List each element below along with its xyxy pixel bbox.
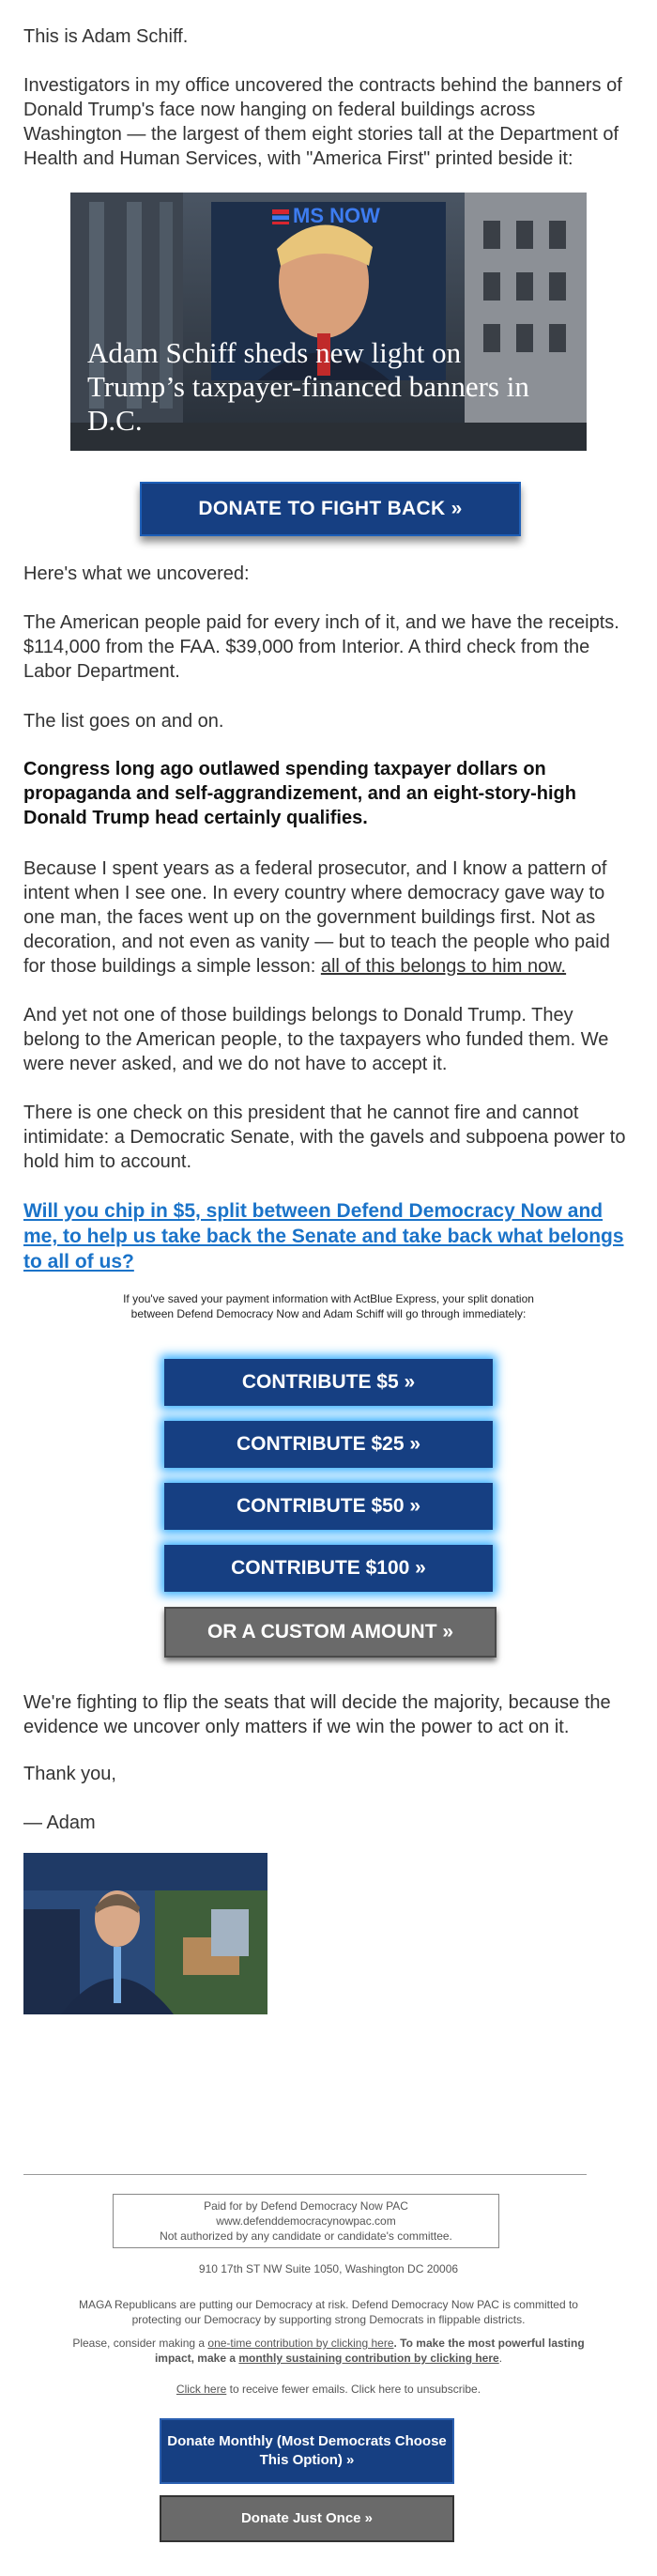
prosecutor-text: Because I spent years as a federal prosecutor, and I know a pattern of intent when I see one. In every country where democracy gave way to one man, the faces went up on the government buildings first. Not as decoration, and not even as vanity — but to teach the people who paid for those buildings a simple lesson: (23, 858, 610, 977)
fewer-text: to receive fewer emails. Click here to unsubscribe. (226, 2383, 481, 2396)
news-logo (272, 204, 380, 228)
fighting-paragraph: We're fighting to flip the seats that will decide the majority, because the evidence we uncover only matters if we win the power to act on it. (23, 1692, 611, 1737)
footer-mission: MAGA Republicans are putting our Democracy at risk. Defend Democracy Now PAC is committed to protecting our Democracy by supporting strong Democrats in flippable districts. (79, 2298, 578, 2326)
fewer-emails-link[interactable]: Click here (176, 2383, 227, 2396)
donate-once-button[interactable]: Donate Just Once » (160, 2495, 454, 2542)
senate-paragraph: There is one check on this president that he cannot fire and cannot intimidate: a Democratic Senate, with the gavels and subpoena power to hold him to account. (23, 1103, 626, 1172)
receipts-paragraph: The American people paid for every inch of it, and we have the receipts. $114,000 from the FAA. $39,000 from Interior. A third check from the Labor Department. (23, 612, 619, 682)
contribute-50-button[interactable]: CONTRIBUTE $50 » (164, 1483, 493, 1530)
one-time-link[interactable]: one-time contribution by clicking here (207, 2337, 394, 2350)
list-paragraph: The list goes on and on. (23, 711, 224, 732)
footer-consider (56, 2336, 601, 2366)
consider-end: . (498, 2352, 503, 2365)
hero-caption: Adam Schiff sheds new light on Trump’s taxpayer-financed banners in D.C. (87, 336, 529, 437)
donate-fight-back-button[interactable]: DONATE TO FIGHT BACK » (140, 482, 521, 536)
paid-for-box (113, 2194, 499, 2248)
consider-lead: Please, consider making a (72, 2337, 208, 2350)
contribute-5-button[interactable]: CONTRIBUTE $5 » (164, 1359, 493, 1406)
paid-by: Paid for by Defend Democracy Now PAC (204, 2199, 408, 2213)
actblue-note: If you've saved your payment information with ActBlue Express, your split donation between Defend Democracy Now and Adam Schiff will go through immediately: (123, 1292, 534, 1320)
portrait-illustration (23, 1853, 267, 2014)
uncovered-intro: Here's what we uncovered: (23, 563, 250, 584)
consider-mid: . To make the most powerful lasting impact, make a (154, 2337, 585, 2365)
signoff: — Adam (23, 1812, 96, 1833)
thank-you: Thank you, (23, 1764, 116, 1784)
not-authorized: Not authorized by any candidate or candidate's committee. (160, 2229, 452, 2243)
footer-website[interactable]: www.defenddemocracynowpac.com (216, 2214, 396, 2228)
intro-paragraph: Investigators in my office uncovered the contracts behind the banners of Donald Trump's face now hanging on federal buildings across Washington — the largest of them eight stories tall at the Department of Health and Human Services, with "America First" printed beside it: (23, 75, 622, 169)
logo-bars-icon (272, 209, 289, 224)
prosecutor-paragraph (23, 856, 634, 979)
greeting: This is Adam Schiff. (23, 26, 189, 47)
chip-in-link[interactable]: Will you chip in $5, split between Defend Democracy Now and me, to help us take back the Senate and take back what belongs to all of us? (23, 1200, 624, 1273)
custom-amount-button[interactable]: OR A CUSTOM AMOUNT » (164, 1607, 497, 1658)
logo-text: MS NOW (293, 204, 380, 227)
footer-fewer (23, 2382, 634, 2397)
donate-monthly-button[interactable]: Donate Monthly (Most Democrats Choose This Option) » (160, 2418, 454, 2484)
monthly-link[interactable]: monthly sustaining contribution by clicking here (238, 2352, 499, 2365)
contribute-25-button[interactable]: CONTRIBUTE $25 » (164, 1421, 493, 1468)
buildings-paragraph: And yet not one of those buildings belongs to Donald Trump. They belong to the American people, to the taxpayers who funded them. We were never asked, and we do not have to accept it. (23, 1005, 609, 1074)
footer-address: 910 17th ST NW Suite 1050, Washington DC 20006 (198, 2262, 459, 2275)
belongs-underline: all of this belongs to him now. (320, 956, 567, 977)
contribute-100-button[interactable]: CONTRIBUTE $100 » (164, 1545, 493, 1592)
hero-image[interactable] (70, 193, 587, 451)
footer-divider (23, 2174, 587, 2175)
congress-paragraph: Congress long ago outlawed spending taxpayer dollars on propaganda and self-aggrandizement, and an eight-story-high Donald Trump head certainly qualifies. (23, 759, 576, 828)
signature-photo (23, 1853, 267, 2014)
